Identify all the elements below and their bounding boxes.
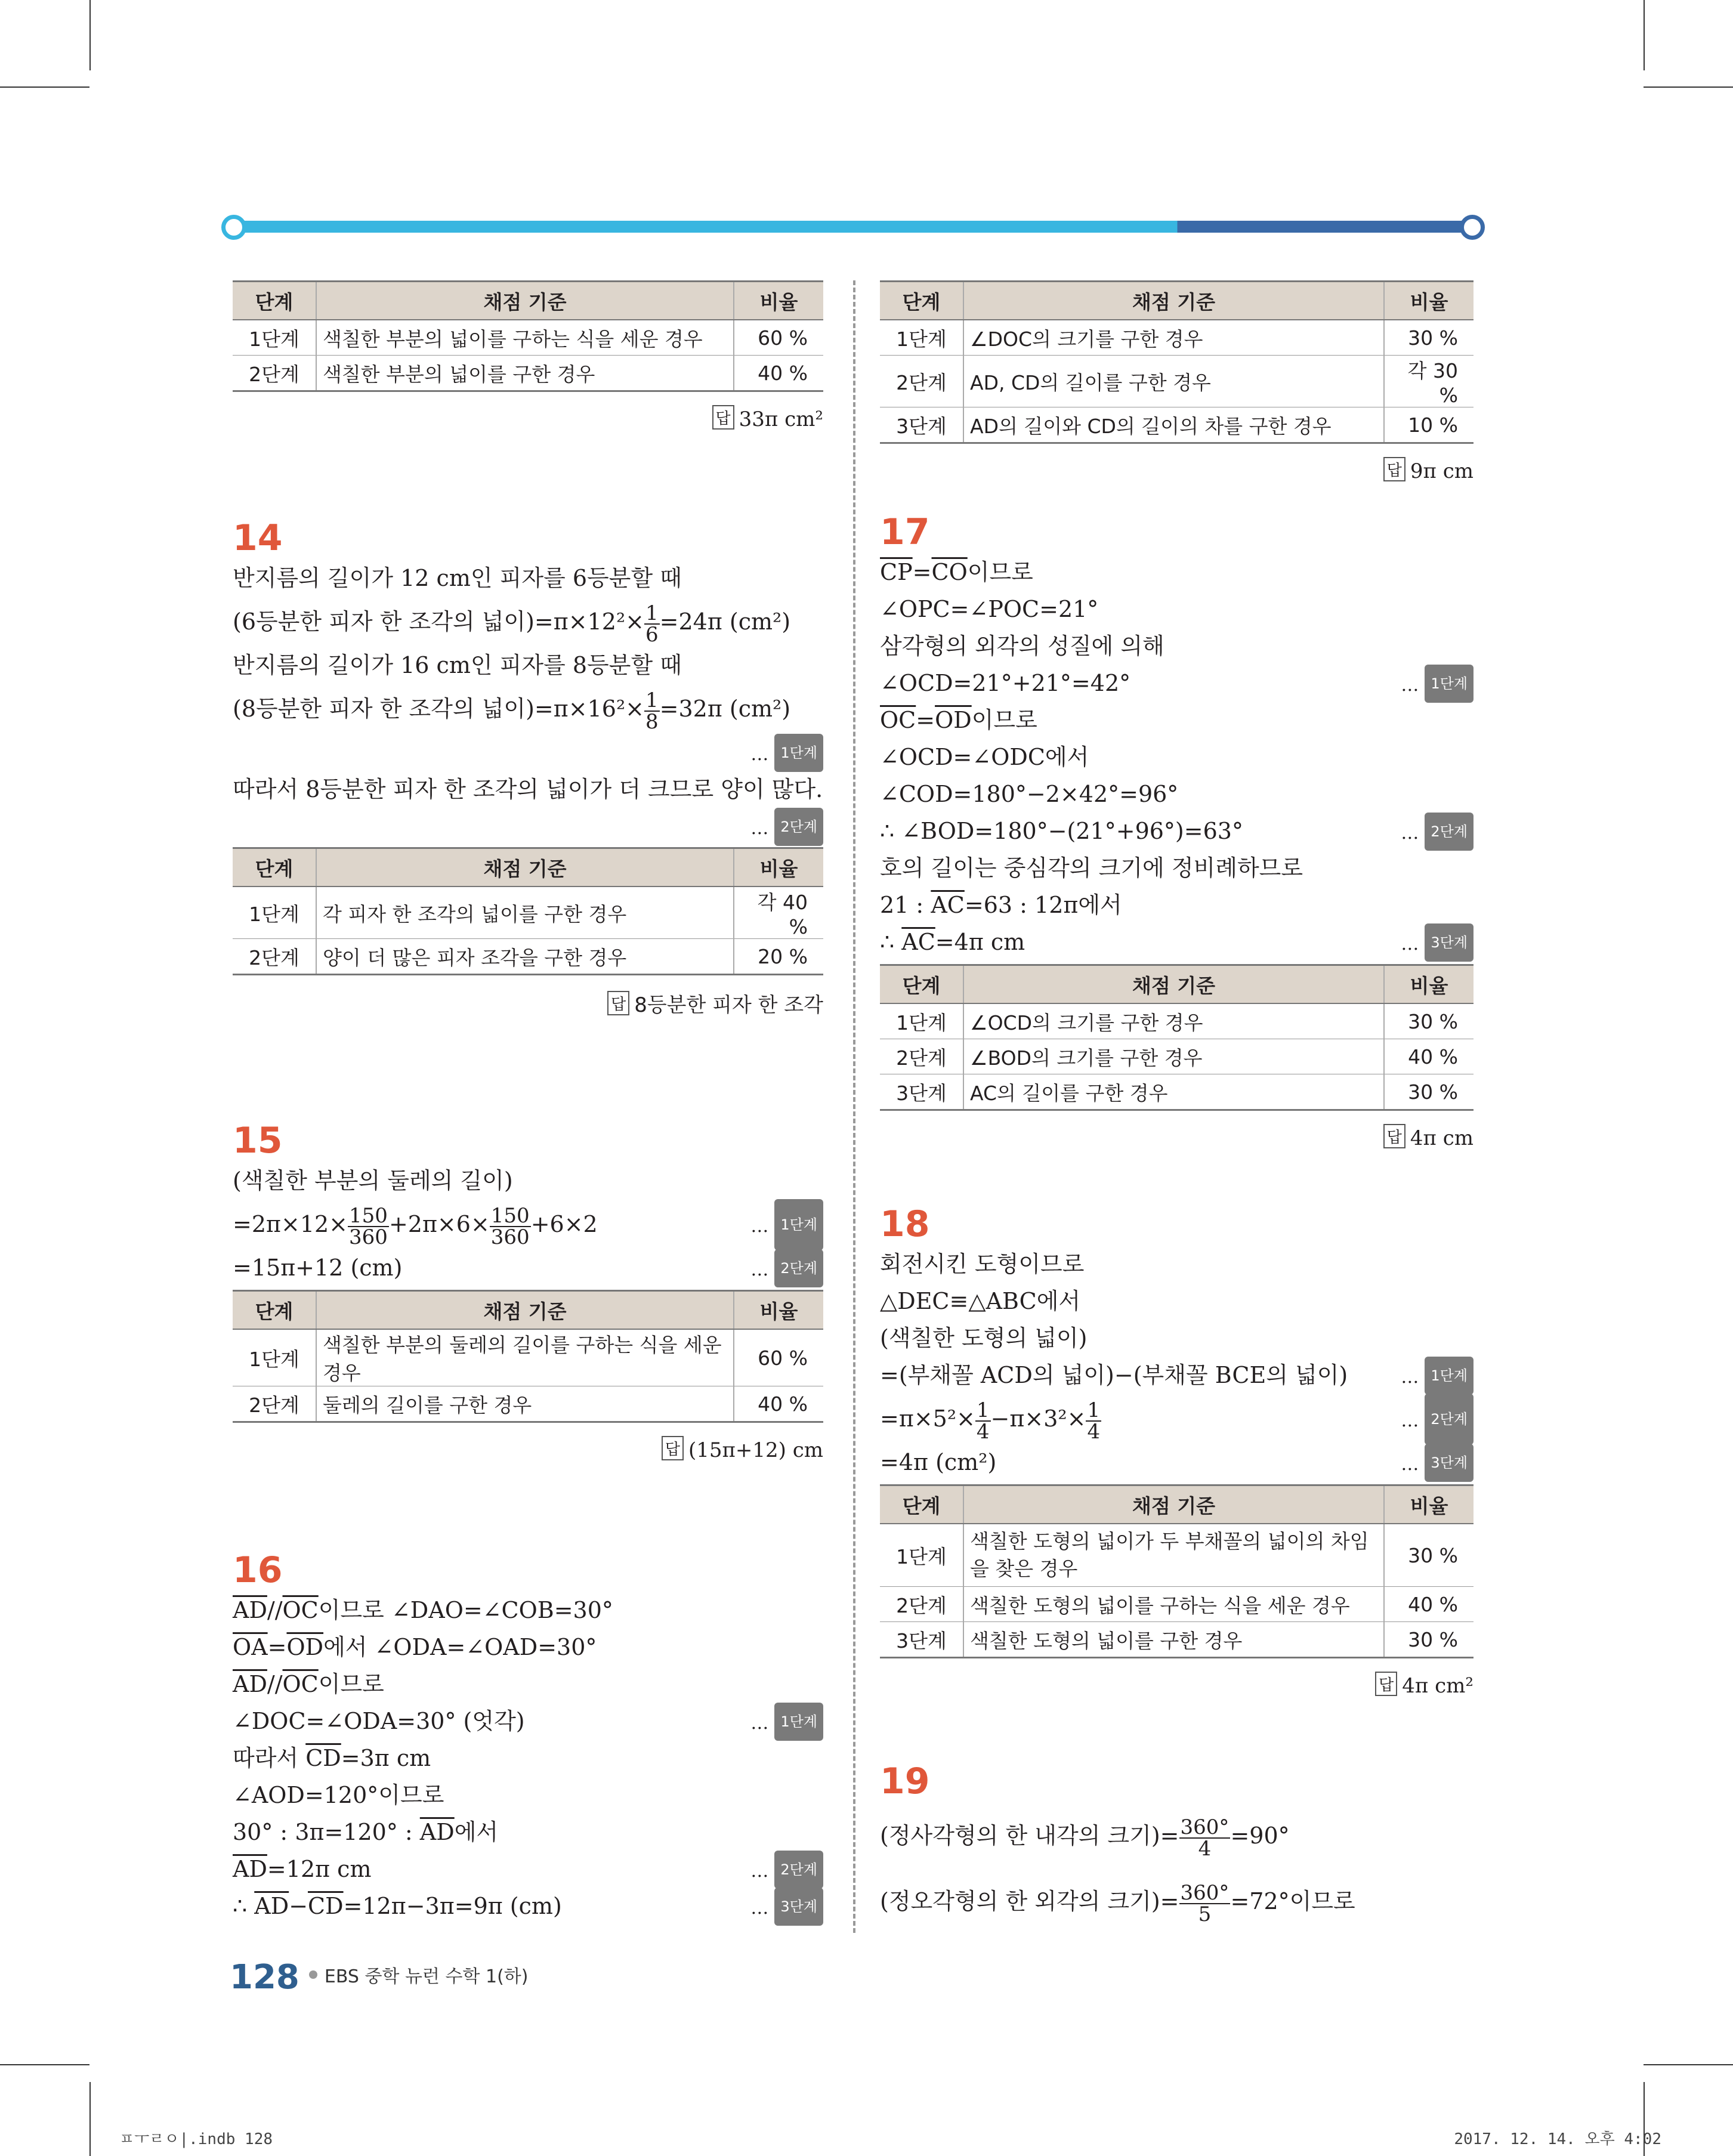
expr: 따라서 [233,1745,306,1771]
cell-ratio: 20 % [734,939,823,975]
solution-line [880,1357,1473,1394]
solution-line [233,1629,823,1666]
answer-badge: 답 [607,991,629,1015]
expr: 이므로 [971,707,1037,733]
denominator: 8 [645,709,659,734]
cell-ratio: 30 % [1384,1622,1473,1658]
answer-badge: 답 [1383,1124,1405,1148]
problem-number: 16 [233,1549,283,1591]
table-row [880,1039,1473,1074]
th-stage: 단계 [233,1291,316,1330]
arc: $\overline{AD}$ [254,1893,289,1919]
denominator: 6 [645,622,659,647]
problem-16 [233,1549,823,1925]
arc: $\overline{CD}$ [308,1893,344,1919]
stage-line [233,734,823,771]
numerator: 1 [645,688,659,712]
fraction [644,603,660,645]
numerator: 1 [645,601,659,625]
stage-badge: 1단계 [1425,1357,1473,1395]
solution-line [233,1249,823,1286]
segment: $\overline{OA}$ [233,1634,268,1660]
ellipsis: … [750,818,769,839]
problem-number: 15 [233,1120,283,1162]
th-criteria: 채점 기준 [316,1291,734,1330]
cell-stage: 1단계 [233,320,316,356]
solution-line [233,1666,823,1703]
expr: =72°이므로 [1230,1888,1355,1914]
cell-stage: 2단계 [880,356,963,407]
cell-stage: 2단계 [880,1039,963,1074]
stage-badge: 1단계 [774,1199,823,1250]
cell-ratio: 60 % [734,320,823,356]
expr: (정사각형의 한 내각의 크기)= [880,1823,1179,1849]
expr: =32π (cm²) [659,696,791,722]
cell-ratio: 40 % [734,1386,823,1422]
answer-text: 4π cm² [1402,1674,1473,1698]
page-footer [230,1958,528,1997]
table-row [233,887,823,939]
fraction [1179,1817,1231,1859]
th-ratio: 비율 [734,848,823,887]
cell-criteria: AD의 길이와 CD의 길이의 차를 구한 경우 [963,407,1384,443]
answer-text: 9π cm [1410,459,1473,483]
cell-stage: 1단계 [233,1329,316,1386]
cell-ratio: 60 % [734,1329,823,1386]
table-row [880,1074,1473,1110]
answer-18 [880,1672,1473,1698]
th-stage: 단계 [880,1485,963,1524]
answer-14 [233,989,823,1018]
th-ratio: 비율 [734,1291,823,1330]
table-row [880,407,1473,443]
stage-badge: 2단계 [774,808,823,846]
score-table [233,280,823,392]
cell-stage: 2단계 [233,939,316,975]
th-ratio: 비율 [1384,965,1473,1004]
stage-marker [1401,1394,1473,1446]
score-table [880,280,1473,444]
cell-ratio: 40 % [734,356,823,391]
ellipsis: … [1401,1410,1419,1431]
cell-stage: 2단계 [233,1386,316,1422]
stage-marker [1401,1357,1473,1396]
ellipsis: … [1401,1454,1419,1475]
stage-marker [750,1851,823,1890]
stage-badge: 3단계 [774,1888,823,1926]
problem-17 [880,511,1473,1150]
answer-text: 33π cm² [739,407,823,431]
numerator: 1 [1087,1398,1101,1422]
solution-line [880,887,1473,923]
cell-stage: 3단계 [880,1074,963,1110]
expr: =12π cm [267,1856,372,1882]
expr: 30° : 3π=120° : [233,1819,420,1845]
expr: = [267,1634,287,1660]
answer-15 [233,1436,823,1462]
score-table [233,1290,823,1423]
th-ratio: 비율 [734,282,823,320]
cell-stage: 1단계 [233,887,316,939]
expr: (정오각형의 한 외각의 크기)= [880,1888,1179,1914]
header-bar [230,221,1476,233]
expr: +6×2 [530,1211,598,1237]
stage-marker [1401,1444,1473,1483]
cell-criteria: 양이 더 많은 피자 조각을 구한 경우 [316,939,734,975]
answer-text: 8등분한 피자 한 조각 [634,993,823,1017]
segment: $\overline{OD}$ [286,1634,324,1660]
table-row [880,320,1473,356]
solution-line: 호의 길이는 중심각의 크기에 정비례하므로 [880,855,1303,881]
stage-badge: 1단계 [774,1703,823,1741]
expr: = [912,559,932,585]
problem-18 [880,1203,1473,1698]
arc: $\overline{CD}$ [305,1745,341,1771]
expr: =90° [1230,1823,1290,1849]
answer-text: 4π cm [1410,1126,1473,1150]
table-row [233,1329,823,1386]
cell-criteria: 색칠한 도형의 넓이가 두 부채꼴의 넓이의 차임을 찾은 경우 [963,1524,1384,1587]
table-row [880,1622,1473,1658]
expr: =12π−3π=9π (cm) [343,1893,562,1919]
crop-mark [89,0,91,70]
cell-criteria: 색칠한 부분의 둘레의 길이를 구하는 식을 세운 경우 [316,1329,734,1386]
denominator: 4 [976,1419,990,1444]
cell-ratio: 30 % [1384,1003,1473,1039]
ellipsis: … [750,1713,769,1734]
segment: $\overline{CO}$ [931,559,968,585]
stage-line [233,808,823,845]
cell-criteria: AC의 길이를 구한 경우 [963,1074,1384,1110]
expr: =15π+12 (cm) [233,1255,403,1281]
page-number: 128 [230,1958,299,1997]
expr: =3π cm [341,1745,431,1771]
problem-14 [233,517,823,1018]
score-table [880,964,1473,1111]
problem-number: 17 [880,511,930,553]
solution-line: 따라서 8등분한 피자 한 조각의 넓이가 더 크므로 양이 많다. [233,776,823,802]
solution-line: ∠COD=180°−2×42°=96° [880,781,1179,807]
stage-marker [750,1703,823,1742]
expr: =4π (cm²) [880,1449,997,1475]
table-row [233,356,823,391]
solution-line [233,1814,823,1851]
solution-line: 회전시킨 도형이므로 [880,1251,1085,1277]
fraction [975,1400,991,1442]
expr: =(부채꼴 ACD의 넓이)−(부채꼴 BCE의 넓이) [880,1362,1348,1388]
ellipsis: … [750,1861,769,1882]
cell-ratio: 30 % [1384,1074,1473,1110]
solution-line: ∠AOD=120°이므로 [233,1782,444,1808]
cell-stage: 2단계 [233,356,316,391]
solution-line [880,554,1473,591]
expr: ∴ ∠BOD=180°−(21°+96°)=63° [880,818,1243,844]
fraction [1086,1400,1101,1442]
cell-ratio: 30 % [1384,320,1473,356]
stage-marker [750,1249,823,1289]
arc: $\overline{AC}$ [901,929,935,955]
solution-line: 삼각형의 외각의 성질에 의해 [880,633,1164,659]
expr: ∠DOC=∠ODA=30° (엇각) [233,1708,525,1734]
stage-marker [1401,813,1473,852]
answer-17 [880,1124,1473,1150]
table-row [880,1587,1473,1622]
table-row [880,356,1473,407]
stage-badge: 2단계 [1425,1394,1473,1445]
segment: $\overline{CP}$ [880,559,913,585]
numerator: 1 [976,1398,990,1422]
expr: =63 : 12π에서 [964,892,1122,918]
cell-ratio: 30 % [1384,1524,1473,1587]
cell-criteria: 색칠한 도형의 넓이를 구하는 식을 세운 경우 [963,1587,1384,1622]
th-criteria: 채점 기준 [316,848,734,887]
stage-marker [1401,923,1473,963]
problem-number: 14 [233,517,283,559]
stage-badge: 1단계 [1425,665,1473,703]
stage-marker [750,734,823,773]
expr: 에서 ∠ODA=∠OAD=30° [323,1634,597,1660]
arc: $\overline{AD}$ [233,1856,267,1882]
cell-criteria: ∠OCD의 크기를 구한 경우 [963,1003,1384,1039]
denominator: 5 [1198,1902,1212,1926]
solution-line [880,702,1473,739]
cell-ratio: 40 % [1384,1039,1473,1074]
ellipsis: … [1401,934,1419,955]
answer-13 [233,405,823,431]
cell-criteria: ∠BOD의 크기를 구한 경우 [963,1039,1384,1074]
solution-line [880,1803,1473,1868]
th-criteria: 채점 기준 [963,1485,1384,1524]
answer-text: (15π+12) cm [688,1438,823,1462]
solution-line [880,923,1473,960]
th-stage: 단계 [880,282,963,320]
denominator: 4 [1087,1419,1101,1444]
fraction [644,690,660,732]
answer-badge: 답 [1383,457,1405,481]
solution-line: ∠OPC=∠POC=21° [880,596,1099,622]
expr: 21 : [880,892,931,918]
solution-line [880,1394,1473,1444]
arc: $\overline{AD}$ [419,1819,455,1845]
stage-marker [750,808,823,847]
expr: −π×3²× [990,1406,1086,1432]
problem-15 [233,1119,823,1462]
expr: 이므로 ∠DAO=∠COB=30° [318,1597,613,1623]
cell-stage: 3단계 [880,407,963,443]
solution-line: △DEC≡△ABC에서 [880,1288,1081,1314]
table-row [233,939,823,975]
segment: $\overline{OC}$ [282,1597,319,1623]
cell-ratio: 10 % [1384,407,1473,443]
denominator: 360 [490,1225,530,1249]
denominator: 360 [349,1225,388,1249]
stage-badge: 2단계 [1425,813,1473,851]
bullet-icon [309,1970,317,1979]
expr: ∴ [233,1893,255,1919]
table-13 [233,280,823,431]
stage-badge: 2단계 [774,1851,823,1889]
expr: (8등분한 피자 한 조각의 넓이)=π×16²× [233,696,645,722]
cell-stage: 1단계 [880,320,963,356]
parallel-symbol: // [267,1597,283,1623]
ellipsis: … [750,1259,769,1280]
problem-number: 19 [880,1760,930,1802]
stage-marker [1401,665,1473,704]
th-stage: 단계 [233,282,316,320]
ellipsis: … [750,744,769,765]
expr: 이므로 [318,1671,384,1697]
answer-badge: 답 [712,405,734,430]
solution-line: (색칠한 부분의 둘레의 길이) [233,1167,513,1194]
score-table [880,1484,1473,1658]
expr: =24π (cm²) [659,609,791,635]
expr: =π×5²× [880,1406,975,1432]
parallel-symbol: // [267,1671,283,1697]
solution-line [880,1444,1473,1481]
solution-line [233,1703,823,1740]
cell-criteria: 색칠한 부분의 넓이를 구한 경우 [316,356,734,391]
answer-16 [880,457,1473,483]
crop-mark [1644,87,1733,88]
expr: =4π cm [935,929,1025,955]
th-ratio: 비율 [1384,282,1473,320]
score-table [233,847,823,975]
segment: $\overline{AD}$ [233,1671,267,1697]
cell-criteria: 각 피자 한 조각의 넓이를 구한 경우 [316,887,734,939]
stage-badge: 3단계 [1425,1444,1473,1482]
solution-line [233,1740,823,1777]
ellipsis: … [750,1216,769,1237]
expr: +2π×6× [388,1211,490,1237]
solution-line: ∠OCD=∠ODC에서 [880,744,1089,770]
table-row [233,1386,823,1422]
expr: ∠OCD=21°+21°=42° [880,670,1131,696]
column-divider [853,280,855,1933]
problem-number: 18 [880,1203,930,1245]
cell-criteria: AD, CD의 길이를 구한 경우 [963,356,1384,407]
solution-line [233,1851,823,1888]
solution-line: 반지름의 길이가 16 cm인 피자를 8등분할 때 [233,652,682,678]
solution-line [880,813,1473,850]
th-criteria: 채점 기준 [963,965,1384,1004]
cell-ratio: 각 30 % [1384,356,1473,407]
crop-mark [0,87,89,88]
slug-date: 2017. 12. 14. 오후 4:02 [1454,2130,1661,2148]
solution-line: 반지름의 길이가 12 cm인 피자를 6등분할 때 [233,565,682,591]
solution-line [233,1592,823,1629]
cell-stage: 1단계 [880,1524,963,1587]
book-title: EBS 중학 뉴런 수학 1(하) [324,1966,529,1987]
ellipsis: … [1401,675,1419,696]
solution-line [880,665,1473,702]
cell-criteria: 색칠한 부분의 넓이를 구하는 식을 세운 경우 [316,320,734,356]
cell-criteria: 색칠한 도형의 넓이를 구한 경우 [963,1622,1384,1658]
crop-mark [0,2064,89,2065]
solution-line [233,684,823,734]
cell-criteria: 둘레의 길이를 구한 경우 [316,1386,734,1422]
numerator: 150 [490,1203,530,1228]
ellipsis: … [750,1898,769,1919]
stage-marker [750,1888,823,1927]
problem-19 [880,1760,1473,1934]
bar-dot-left [221,215,246,240]
table-row [233,320,823,356]
th-stage: 단계 [233,848,316,887]
solution-line [880,1868,1473,1934]
segment: $\overline{OC}$ [880,707,916,733]
arc: $\overline{AC}$ [931,892,965,918]
ellipsis: … [1401,823,1419,844]
fraction [348,1203,389,1249]
expr: 이므로 [967,559,1033,585]
segment: $\overline{AD}$ [233,1597,267,1623]
bar-dot-right [1460,215,1485,240]
cell-criteria: ∠DOC의 크기를 구한 경우 [963,320,1384,356]
expr: (6등분한 피자 한 조각의 넓이)=π×12²× [233,609,645,635]
answer-badge: 답 [1375,1672,1397,1696]
slug-file: ㅍㅜㄹㅇ|.indb 128 [119,2130,273,2148]
cell-ratio: 각 40 % [734,887,823,939]
table-16 [880,280,1473,483]
expr: =2π×12× [233,1211,348,1237]
crop-mark [1644,2064,1733,2065]
stage-badge: 1단계 [774,734,823,772]
answer-badge: 답 [662,1436,684,1460]
segment: $\overline{OD}$ [935,707,972,733]
cell-stage: 3단계 [880,1622,963,1658]
expr: 에서 [454,1819,499,1845]
crop-mark [89,2082,91,2156]
numerator: 150 [349,1203,388,1228]
segment: $\overline{OC}$ [282,1671,319,1697]
th-criteria: 채점 기준 [963,282,1384,320]
fraction [490,1203,531,1249]
expr: − [289,1893,308,1919]
denominator: 4 [1198,1836,1212,1861]
solution-line: (색칠한 도형의 넓이) [880,1325,1088,1351]
solution-line [233,1888,823,1925]
stage-badge: 3단계 [1425,923,1473,962]
stage-marker [750,1199,823,1252]
fraction [1179,1880,1231,1926]
numerator: 360° [1180,1880,1230,1905]
cell-stage: 1단계 [880,1003,963,1039]
expr: ∴ [880,929,902,955]
stage-badge: 2단계 [774,1249,823,1287]
table-row [880,1003,1473,1039]
crop-mark [1644,0,1645,70]
numerator: 360° [1180,1815,1230,1839]
solution-line [233,597,823,647]
expr: = [916,707,935,733]
th-ratio: 비율 [1384,1485,1473,1524]
th-stage: 단계 [880,965,963,1004]
table-row [880,1524,1473,1587]
cell-stage: 2단계 [880,1587,963,1622]
cell-ratio: 40 % [1384,1587,1473,1622]
ellipsis: … [1401,1367,1419,1388]
th-criteria: 채점 기준 [316,282,734,320]
solution-line [233,1199,823,1249]
